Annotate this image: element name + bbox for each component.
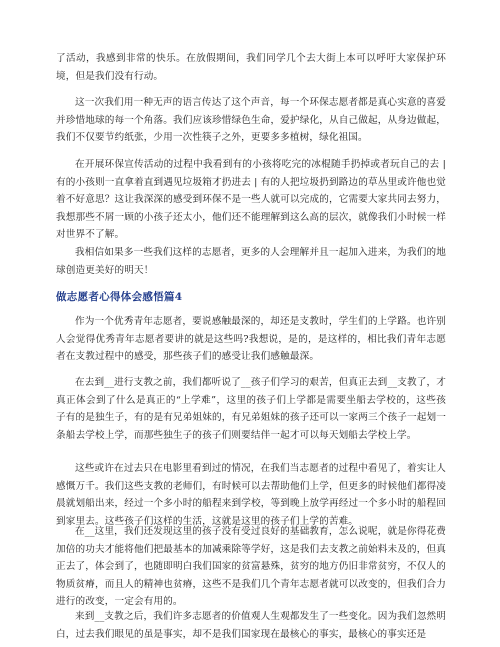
paragraph-6: 在去到__进行支教之前，我们都听说了__孩子们学习的艰苦，但真正去到__支教了，才真正体会到了什么是真正的“上学难”，这里的孩子们上学都是需要坐船去学校的，这些孩子有的是独生子，有的是有兄弟姐妹的，有兄弟姐妹的孩子还可以一家两三个孩子一起划一条船去学校上学，而那些独生子的孩子们则要结伴一起才可以每天划船去学校上学。 bbox=[56, 377, 446, 441]
paragraph-7: 这些或许在过去只在电影里看到过的情况，在我们当志愿者的过程中看见了，着实让人感慨万千。我们这些支教的老师们，有时候可以去帮助他们上学，但更多的时候他们都得凌晨就划船出来，经过一个多小时的船程来到学校，等到晚上放学再经过一个多小时的船程回到家里去。这些孩子们这样的生活，这就是这里的孩子们上学的苦难。 bbox=[56, 463, 446, 527]
paragraph-1: 了活动，我感到非常的快乐。在放假期间，我们同学几个去大街上本可以呼吁大家保护环境，但是我们没有行动。 bbox=[56, 53, 446, 82]
paragraph-3: 在开展环保宣传活动的过程中我看到有的小孩将吃完的冰棍随手扔掉或者玩自己的去 | 有的小孩则一直拿着直到遇见垃圾箱才扔进去 | 有的人把垃圾扔到路边的草丛里或许他也觉着不好意思？这让我深深的感受到环保不是一些人就可以完成的，它需要大家共同去努力，我想那些不屑一顾的小孩子还太小，他们还不能理解到这么高的层次，就像我们小时候一样对世界不了解。 bbox=[56, 159, 446, 241]
paragraph-2: 这一次我们用一种无声的语言传达了这个声音，每一个环保志愿者都是真心实意的喜爱并珍惜地球的每一个角落。我们应该珍惜绿色生命，爱护绿化，从自己做起，从身边做起，我们不仅要节约纸张，少用一次性筷子之外，更要多多植树，绿化祖国。 bbox=[56, 97, 446, 144]
paragraph-9: 来到__支教之后，我们许多志愿者的价值观人生观都发生了一些变化。因为我们忽然明白，过去我们眼见的虽是事实，却不是我们国家现在最核心的事实，最核心的事实还是 bbox=[56, 611, 446, 640]
paragraph-8: 在__这里，我们还发现这里的孩子没有受过良好的基础教育，怎么说呢，就是你得花费加倍的功夫才能将他们把最基本的加减乘除等学好，这是我们去支教之前始料未及的，但真正去了，体会到了，也随即明白我们国家的贫富悬殊，贫穷的地方仍旧非常贫穷，不仅人的物质贫瘠，而且人的精神也贫瘠，这些不是我们几个青年志愿者就可以改变的，但我们合力进行的改变，一定会有用的。 bbox=[56, 526, 446, 608]
paragraph-5: 作为一个优秀青年志愿者，要说感触最深的，却还是支教时，学生们的上学路。也许别人会觉得优秀青年志愿者要讲的就是这些吗?我想说，是的，是这样的，相比我们青年志愿者在支教过程中的感受，那些孩子们的感受让我们感触最深。 bbox=[56, 316, 446, 363]
section-heading: 做志愿者心得体会感悟篇4 bbox=[56, 291, 183, 303]
paragraph-4: 我相信如果多一些我们这样的志愿者，更多的人会理解并且一起加入进来，为我们的地球创造更美好的明天！ bbox=[56, 247, 446, 276]
